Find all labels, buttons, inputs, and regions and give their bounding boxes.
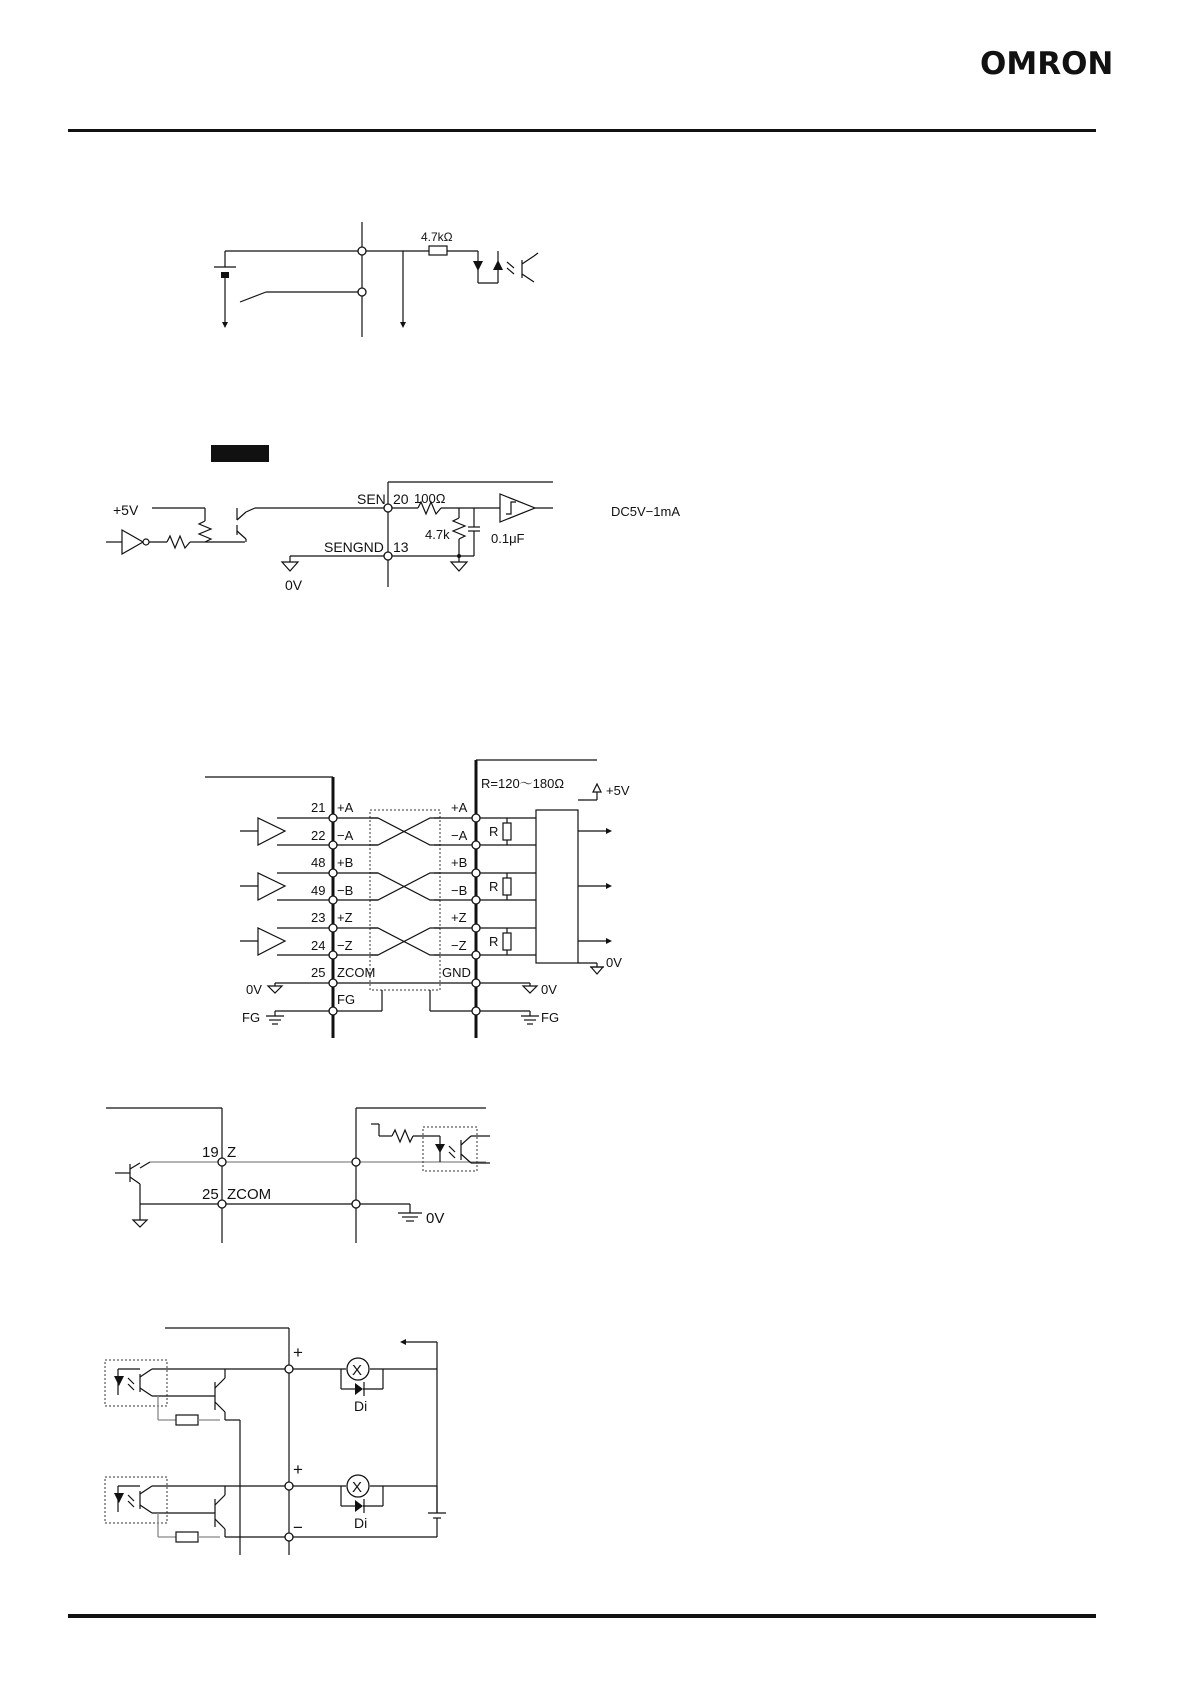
sen-spec-note: DC5V−1mA	[611, 504, 680, 519]
receiver-signal-label: −B	[451, 883, 468, 898]
pin-13-label: 13	[393, 539, 409, 555]
pin-20-label: 20	[393, 491, 409, 507]
termination-range-label: R=120～180Ω	[481, 776, 565, 791]
capacitor-label: 0.1μF	[491, 531, 525, 546]
terminal-node	[285, 1365, 293, 1373]
receiver-signal-label: −A	[451, 828, 468, 843]
relay-output-wiring	[105, 1328, 446, 1555]
sen-label: SEN	[357, 491, 386, 507]
zero-volt-label: 0V	[606, 955, 622, 970]
zcom-pin-label: 25	[202, 1186, 219, 1203]
zero-volt-label: 0V	[541, 982, 557, 997]
footer-rule	[68, 1614, 1096, 1618]
pin-label: 21	[311, 800, 326, 815]
diode-label: Di	[354, 1398, 368, 1414]
resistor-4k7-label: 4.7k	[425, 527, 450, 542]
plus-terminal-label: +	[293, 1460, 303, 1479]
receiver-signal-label: −Z	[451, 938, 467, 953]
terminal-node	[285, 1482, 293, 1490]
supply-label: +5V	[113, 502, 139, 518]
signal-label: +A	[337, 800, 354, 815]
omron-logo: OMRON	[980, 46, 1114, 82]
termination-resistor-label: R	[489, 824, 499, 839]
z-label: Z	[227, 1144, 237, 1161]
signal-label: −Z	[337, 938, 353, 953]
signal-label: +B	[337, 855, 354, 870]
signal-label: −B	[337, 883, 354, 898]
termination-resistor-label: R	[489, 934, 499, 949]
receiver-signal-label: +Z	[451, 910, 467, 925]
gnd-label: GND	[442, 965, 471, 980]
fg-ground-label: FG	[541, 1010, 560, 1025]
z-pin-label: 19	[202, 1144, 219, 1161]
pin-label: 24	[311, 938, 326, 953]
signal-label: −A	[337, 828, 354, 843]
minus-terminal-label: −	[293, 1518, 303, 1537]
fg-ground-label: FG	[242, 1010, 261, 1025]
diode-label: Di	[354, 1515, 368, 1531]
zero-volt-label: 0V	[246, 982, 262, 997]
signal-label: +Z	[337, 910, 353, 925]
zero-volt-label: 0V	[285, 577, 303, 593]
termination-resistor-label: R	[489, 879, 499, 894]
plus-terminal-label: +	[293, 1343, 303, 1362]
zcom-pin-label: 25	[311, 965, 326, 980]
pin-label: 23	[311, 910, 326, 925]
receiver-signal-label: +B	[451, 855, 468, 870]
pin-label: 48	[311, 855, 326, 870]
pin-label: 49	[311, 883, 326, 898]
fg-label: FG	[337, 992, 356, 1007]
zero-volt-label: 0V	[426, 1210, 445, 1227]
supply-5v-label: +5V	[606, 783, 630, 798]
zcom-label: ZCOM	[337, 965, 376, 980]
resistor-100-label: 100Ω	[414, 491, 446, 506]
relay-lamp-label: X	[352, 1362, 363, 1379]
receiver-signal-label: +A	[451, 800, 468, 815]
relay-lamp-label: X	[352, 1479, 363, 1496]
sengnd-label: SENGND	[324, 539, 384, 555]
pin-label: 22	[311, 828, 326, 843]
zcom-label: ZCOM	[227, 1186, 272, 1203]
resistor-label: 4.7kΩ	[421, 230, 453, 244]
terminal-node	[285, 1533, 293, 1541]
